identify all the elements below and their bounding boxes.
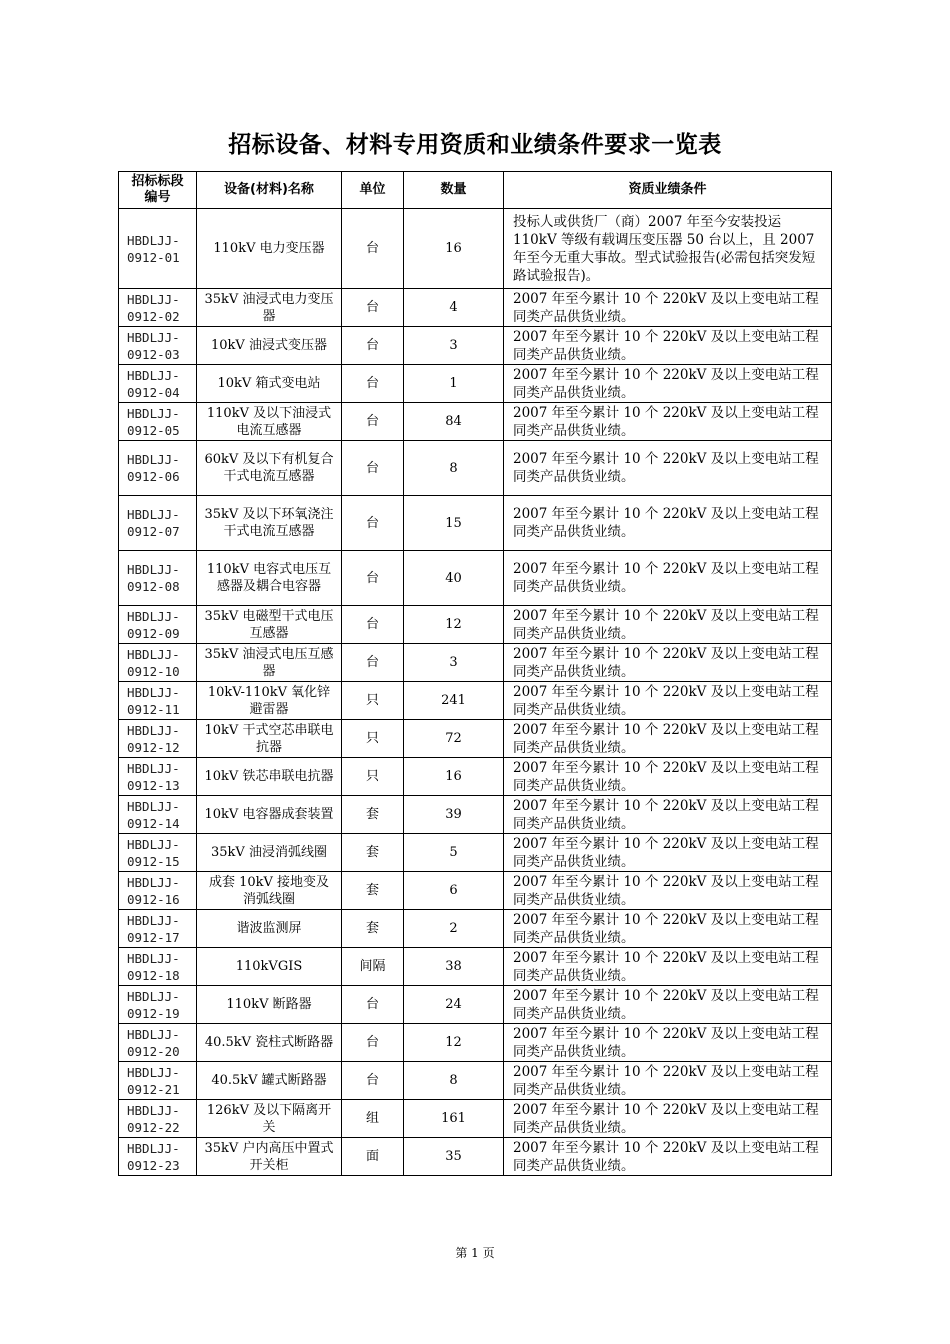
unit-cell: 台 (342, 1024, 404, 1062)
qualification-cell: 2007 年至今累计 10 个 220kV 及以上变电站工程同类产品供货业绩。 (504, 1024, 832, 1062)
page-title: 招标设备、材料专用资质和业绩条件要求一览表 (228, 132, 722, 158)
equipment-name-cell: 60kV 及以下有机复合干式电流互感器 (197, 441, 342, 496)
unit-cell: 套 (342, 834, 404, 872)
quantity-cell: 12 (404, 606, 504, 644)
unit-cell: 组 (342, 1100, 404, 1138)
table-row (119, 327, 832, 365)
qualification-cell: 2007 年至今累计 10 个 220kV 及以上变电站工程同类产品供货业绩。 (504, 606, 832, 644)
lot-code-cell: HBDLJJ-0912-21 (119, 1062, 197, 1100)
qualification-cell: 2007 年至今累计 10 个 220kV 及以上变电站工程同类产品供货业绩。 (504, 644, 832, 682)
qualification-cell: 2007 年至今累计 10 个 220kV 及以上变电站工程同类产品供货业绩。 (504, 682, 832, 720)
quantity-cell: 241 (404, 682, 504, 720)
quantity-cell: 161 (404, 1100, 504, 1138)
lot-code-cell: HBDLJJ-0912-08 (119, 551, 197, 606)
quantity-cell: 16 (404, 209, 504, 289)
unit-cell: 台 (342, 986, 404, 1024)
lot-code-cell: HBDLJJ-0912-23 (119, 1138, 197, 1176)
unit-cell: 间隔 (342, 948, 404, 986)
table-row (119, 910, 832, 948)
lot-code-cell: HBDLJJ-0912-04 (119, 365, 197, 403)
lot-code-cell: HBDLJJ-0912-19 (119, 986, 197, 1024)
equipment-name-cell: 10kV-110kV 氧化锌避雷器 (197, 682, 342, 720)
unit-cell: 面 (342, 1138, 404, 1176)
equipment-name-cell: 10kV 油浸式变压器 (197, 327, 342, 365)
table-row (119, 441, 832, 496)
unit-cell: 只 (342, 758, 404, 796)
table-row (119, 948, 832, 986)
equipment-name-cell: 126kV 及以下隔离开关 (197, 1100, 342, 1138)
table-row (119, 720, 832, 758)
qualification-cell: 2007 年至今累计 10 个 220kV 及以上变电站工程同类产品供货业绩。 (504, 496, 832, 551)
quantity-cell: 24 (404, 986, 504, 1024)
unit-cell: 台 (342, 209, 404, 289)
equipment-name-cell: 谐波监测屏 (197, 910, 342, 948)
qualification-cell: 投标人或供货厂（商）2007 年至今安装投运 110kV 等级有载调压变压器 50 台以上，且 2007 年至今无重大事故。型式试验报告(必需包括突发短路试验报告)。 (504, 209, 832, 289)
table-row (119, 872, 832, 910)
unit-cell: 台 (342, 496, 404, 551)
qualification-cell: 2007 年至今累计 10 个 220kV 及以上变电站工程同类产品供货业绩。 (504, 796, 832, 834)
table-row (119, 1138, 832, 1176)
unit-cell: 台 (342, 644, 404, 682)
table-row (119, 1062, 832, 1100)
quantity-cell: 40 (404, 551, 504, 606)
table-row (119, 209, 832, 289)
equipment-name-cell: 35kV 及以下环氧浇注干式电流互感器 (197, 496, 342, 551)
table-header-row (119, 172, 832, 209)
qualification-cell: 2007 年至今累计 10 个 220kV 及以上变电站工程同类产品供货业绩。 (504, 1138, 832, 1176)
lot-code-cell: HBDLJJ-0912-17 (119, 910, 197, 948)
unit-cell: 套 (342, 910, 404, 948)
table-body (119, 209, 832, 1176)
qualification-cell: 2007 年至今累计 10 个 220kV 及以上变电站工程同类产品供货业绩。 (504, 948, 832, 986)
equipment-name-cell: 10kV 铁芯串联电抗器 (197, 758, 342, 796)
table-row (119, 834, 832, 872)
quantity-cell: 84 (404, 403, 504, 441)
unit-cell: 台 (342, 403, 404, 441)
unit-cell: 台 (342, 441, 404, 496)
quantity-cell: 35 (404, 1138, 504, 1176)
table-row (119, 644, 832, 682)
table-row (119, 682, 832, 720)
equipment-name-cell: 35kV 油浸式电力变压器 (197, 289, 342, 327)
lot-code-cell: HBDLJJ-0912-15 (119, 834, 197, 872)
lot-code-cell: HBDLJJ-0912-14 (119, 796, 197, 834)
equipment-name-cell: 10kV 电容器成套装置 (197, 796, 342, 834)
unit-cell: 台 (342, 1062, 404, 1100)
lot-code-cell: HBDLJJ-0912-07 (119, 496, 197, 551)
quantity-cell: 2 (404, 910, 504, 948)
header-equipment-name: 设备(材料)名称 (197, 172, 342, 209)
quantity-cell: 3 (404, 644, 504, 682)
unit-cell: 台 (342, 327, 404, 365)
lot-code-cell: HBDLJJ-0912-09 (119, 606, 197, 644)
lot-code-cell: HBDLJJ-0912-05 (119, 403, 197, 441)
lot-code-cell: HBDLJJ-0912-01 (119, 209, 197, 289)
equipment-name-cell: 35kV 油浸消弧线圈 (197, 834, 342, 872)
table-row (119, 551, 832, 606)
unit-cell: 台 (342, 289, 404, 327)
quantity-cell: 8 (404, 441, 504, 496)
unit-cell: 套 (342, 872, 404, 910)
qualification-cell: 2007 年至今累计 10 个 220kV 及以上变电站工程同类产品供货业绩。 (504, 872, 832, 910)
lot-code-cell: HBDLJJ-0912-22 (119, 1100, 197, 1138)
requirements-table (118, 171, 832, 1176)
qualification-cell: 2007 年至今累计 10 个 220kV 及以上变电站工程同类产品供货业绩。 (504, 1062, 832, 1100)
qualification-cell: 2007 年至今累计 10 个 220kV 及以上变电站工程同类产品供货业绩。 (504, 365, 832, 403)
lot-code-cell: HBDLJJ-0912-06 (119, 441, 197, 496)
table-row (119, 403, 832, 441)
qualification-cell: 2007 年至今累计 10 个 220kV 及以上变电站工程同类产品供货业绩。 (504, 551, 832, 606)
table-row (119, 289, 832, 327)
table-row (119, 1024, 832, 1062)
page-number: 第 1 页 (455, 1246, 495, 1260)
quantity-cell: 1 (404, 365, 504, 403)
lot-code-cell: HBDLJJ-0912-10 (119, 644, 197, 682)
qualification-cell: 2007 年至今累计 10 个 220kV 及以上变电站工程同类产品供货业绩。 (504, 441, 832, 496)
quantity-cell: 38 (404, 948, 504, 986)
unit-cell: 台 (342, 551, 404, 606)
lot-code-cell: HBDLJJ-0912-12 (119, 720, 197, 758)
header-unit: 单位 (342, 172, 404, 209)
equipment-name-cell: 35kV 电磁型干式电压互感器 (197, 606, 342, 644)
table-row (119, 986, 832, 1024)
equipment-name-cell: 10kV 干式空芯串联电抗器 (197, 720, 342, 758)
quantity-cell: 15 (404, 496, 504, 551)
equipment-name-cell: 110kVGIS (197, 948, 342, 986)
qualification-cell: 2007 年至今累计 10 个 220kV 及以上变电站工程同类产品供货业绩。 (504, 289, 832, 327)
table-row (119, 365, 832, 403)
equipment-name-cell: 10kV 箱式变电站 (197, 365, 342, 403)
table-row (119, 606, 832, 644)
lot-code-cell: HBDLJJ-0912-11 (119, 682, 197, 720)
equipment-name-cell: 110kV 及以下油浸式电流互感器 (197, 403, 342, 441)
qualification-cell: 2007 年至今累计 10 个 220kV 及以上变电站工程同类产品供货业绩。 (504, 834, 832, 872)
qualification-cell: 2007 年至今累计 10 个 220kV 及以上变电站工程同类产品供货业绩。 (504, 986, 832, 1024)
equipment-name-cell: 110kV 断路器 (197, 986, 342, 1024)
qualification-cell: 2007 年至今累计 10 个 220kV 及以上变电站工程同类产品供货业绩。 (504, 403, 832, 441)
equipment-name-cell: 40.5kV 瓷柱式断路器 (197, 1024, 342, 1062)
unit-cell: 只 (342, 682, 404, 720)
qualification-cell: 2007 年至今累计 10 个 220kV 及以上变电站工程同类产品供货业绩。 (504, 758, 832, 796)
qualification-cell: 2007 年至今累计 10 个 220kV 及以上变电站工程同类产品供货业绩。 (504, 910, 832, 948)
quantity-cell: 4 (404, 289, 504, 327)
quantity-cell: 3 (404, 327, 504, 365)
qualification-cell: 2007 年至今累计 10 个 220kV 及以上变电站工程同类产品供货业绩。 (504, 327, 832, 365)
equipment-name-cell: 35kV 户内高压中置式开关柜 (197, 1138, 342, 1176)
equipment-name-cell: 110kV 电容式电压互感器及耦合电容器 (197, 551, 342, 606)
unit-cell: 台 (342, 606, 404, 644)
header-quantity: 数量 (404, 172, 504, 209)
qualification-cell: 2007 年至今累计 10 个 220kV 及以上变电站工程同类产品供货业绩。 (504, 720, 832, 758)
qualification-cell: 2007 年至今累计 10 个 220kV 及以上变电站工程同类产品供货业绩。 (504, 1100, 832, 1138)
quantity-cell: 8 (404, 1062, 504, 1100)
lot-code-cell: HBDLJJ-0912-16 (119, 872, 197, 910)
unit-cell: 只 (342, 720, 404, 758)
lot-code-cell: HBDLJJ-0912-13 (119, 758, 197, 796)
equipment-name-cell: 40.5kV 罐式断路器 (197, 1062, 342, 1100)
lot-code-cell: HBDLJJ-0912-20 (119, 1024, 197, 1062)
quantity-cell: 6 (404, 872, 504, 910)
quantity-cell: 39 (404, 796, 504, 834)
table-row (119, 496, 832, 551)
unit-cell: 台 (342, 365, 404, 403)
header-qualification: 资质业绩条件 (504, 172, 832, 209)
table-row (119, 758, 832, 796)
quantity-cell: 12 (404, 1024, 504, 1062)
unit-cell: 套 (342, 796, 404, 834)
equipment-name-cell: 35kV 油浸式电压互感器 (197, 644, 342, 682)
lot-code-cell: HBDLJJ-0912-18 (119, 948, 197, 986)
lot-code-cell: HBDLJJ-0912-03 (119, 327, 197, 365)
header-lot-code: 招标标段编号 (119, 172, 197, 209)
equipment-name-cell: 成套 10kV 接地变及消弧线圈 (197, 872, 342, 910)
table-row (119, 796, 832, 834)
lot-code-cell: HBDLJJ-0912-02 (119, 289, 197, 327)
table-row (119, 1100, 832, 1138)
quantity-cell: 5 (404, 834, 504, 872)
equipment-name-cell: 110kV 电力变压器 (197, 209, 342, 289)
quantity-cell: 16 (404, 758, 504, 796)
quantity-cell: 72 (404, 720, 504, 758)
